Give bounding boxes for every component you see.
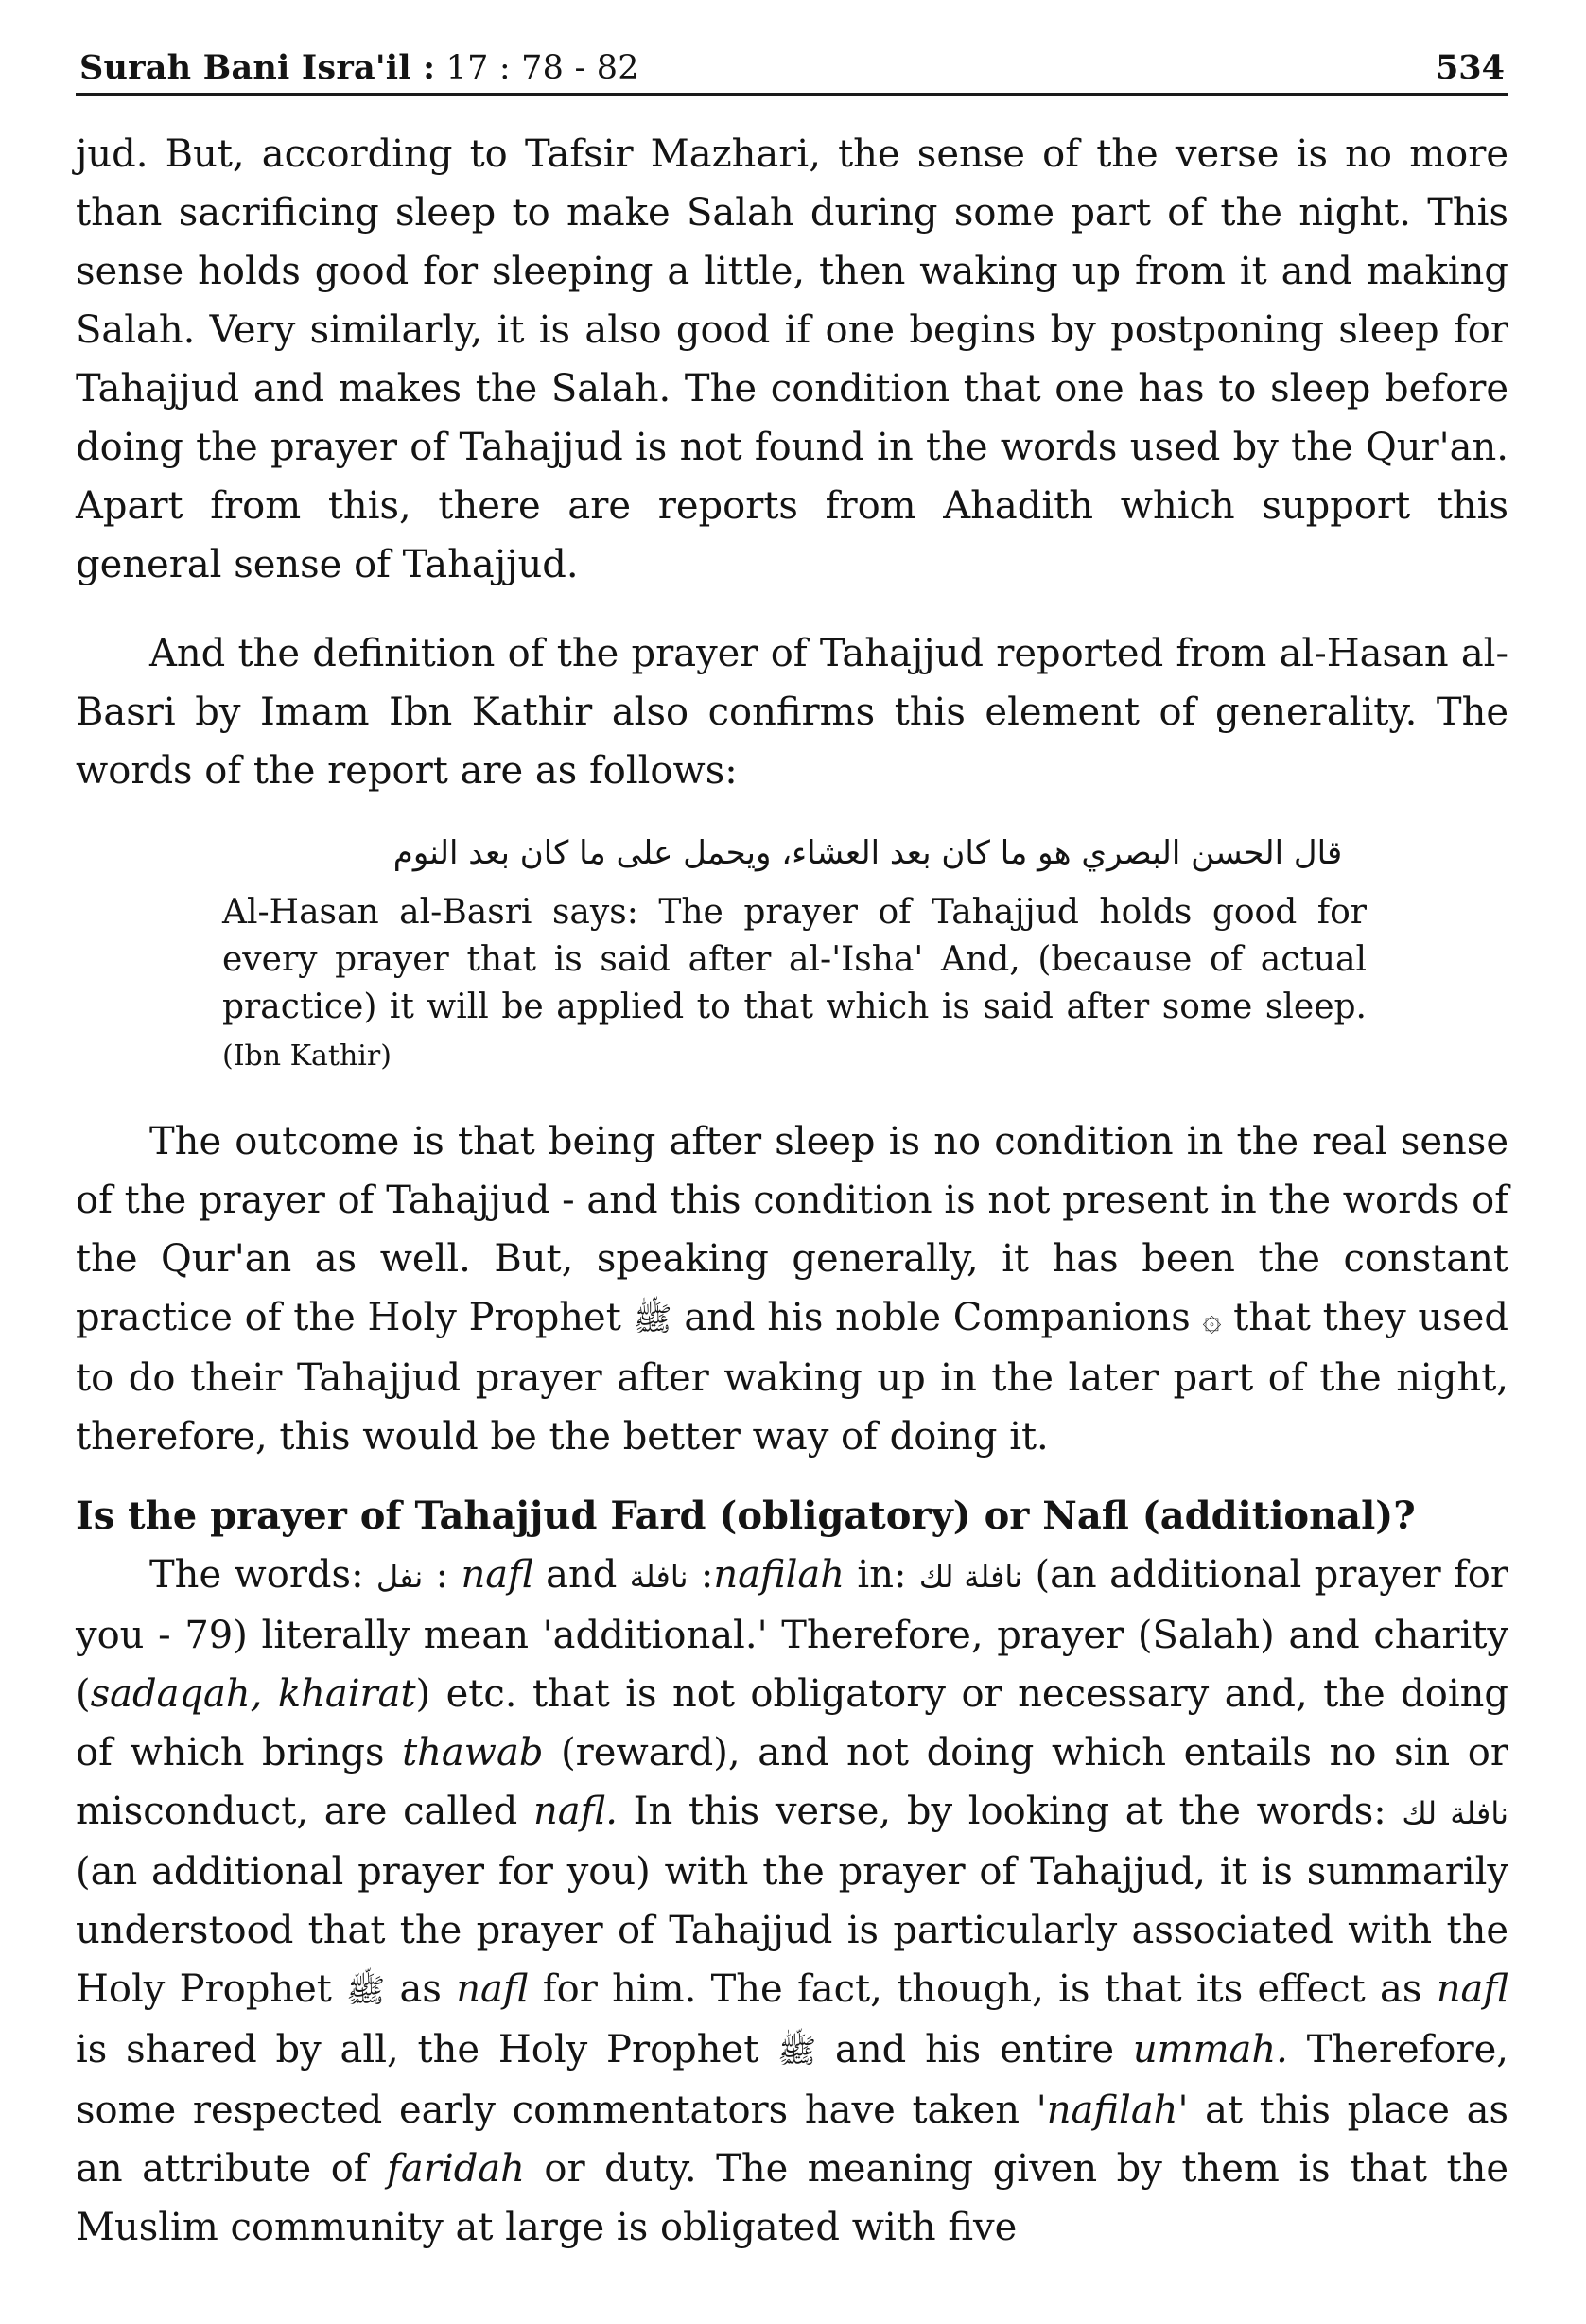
text-run: (an additional prayer for you - 79) literally mean 'additional.' Therefore, prayer (Salah) and charity (	[76, 1553, 1508, 1716]
arabic-quotation: قال الحسن البصري هو ما كان بعد العشاء، ويحمل على ما كان بعد النوم	[392, 834, 1343, 872]
paragraph	[76, 1112, 1508, 1466]
text-run: that they used to do their Tahajjud prayer after waking up in the later part of the night, therefore, this would be the better way of doing it.	[76, 1296, 1509, 1459]
italic-term: nafl.	[532, 1790, 618, 1833]
text-run: The outcome is that being after sleep is no condition in the real sense of the prayer of Tahajjud - and this condition is not present in the words of the Qur'an as well. But, speaking generally, it has been the constant practice of the Holy Prophet	[76, 1120, 1508, 1339]
text-run: and	[532, 1553, 630, 1597]
paragraph	[76, 1546, 1508, 2257]
quote-text: Al-Hasan al-Basri says: The prayer of Tahajjud holds good for every prayer that is said after al-'Isha' And, (because of actual practice) it will be applied to that which is said after some	[222, 893, 1367, 1026]
text-run: ) etc. that is not obligatory or necessary and, the doing of which brings	[76, 1672, 1508, 1774]
italic-term: nafl	[456, 1967, 529, 2011]
surah-title	[79, 48, 639, 87]
text-run: In this verse, by looking at the words:	[617, 1790, 1403, 1833]
document-page	[76, 38, 1508, 2257]
text-run: (an additional prayer for you) with the prayer of Tahajjud, it is summarily understood that the prayer of Tahajjud is particularly associated with the Holy Prophet	[76, 1850, 1508, 2011]
text-run: :	[688, 1553, 714, 1597]
text-run: for him. The fact, though, is that its effect as	[528, 1967, 1437, 2011]
verse-range: 17 : 78 - 82	[435, 49, 639, 87]
italic-term: faridah	[387, 2147, 525, 2191]
quote-text-end: sleep.	[1264, 987, 1367, 1026]
text-run: or duty. The meaning given by them is that the Muslim community at large is obligated with five	[76, 2147, 1509, 2249]
paragraph: And the definition of the prayer of Tahajjud reported from al-Hasan al-Basri by Imam Ibn Kathir also confirms this element of generality. The words of the report are as follows:	[76, 632, 1508, 793]
surah-name: Surah Bani Isra'il :	[79, 48, 436, 87]
quote-source: (Ibn Kathir)	[222, 1040, 392, 1073]
italic-term: thawab	[402, 1731, 544, 1774]
running-header	[76, 38, 1508, 96]
text-run: and his noble Companions	[671, 1296, 1203, 1339]
body-text	[76, 125, 1508, 2257]
italic-term: ummah.	[1132, 2028, 1288, 2071]
prophet-salutation-icon: ﷺ	[633, 1301, 672, 1338]
arabic-word: نافلة لك	[1402, 1795, 1509, 1831]
text-run: and his entire	[816, 2028, 1133, 2071]
page-number: 534	[1435, 48, 1505, 87]
italic-term: 'nafilah'	[1036, 2088, 1189, 2132]
text-run: :	[423, 1553, 462, 1597]
text-run: is shared by all, the Holy Prophet	[76, 2028, 778, 2071]
text-run: (reward), and not doing which entails no sin or misconduct, are called	[76, 1731, 1509, 1833]
arabic-word: نفل	[375, 1559, 424, 1595]
quote-translation	[222, 889, 1367, 1080]
arabic-word: نافلة	[629, 1559, 688, 1595]
arabic-word: نافلة لك	[918, 1559, 1023, 1595]
italic-term: nafilah	[713, 1553, 845, 1597]
italic-term: sadaqah, khairat	[90, 1672, 416, 1716]
italic-term: nafl	[1436, 1967, 1509, 2011]
text-run: as	[385, 1967, 457, 2011]
italic-term: nafl	[461, 1553, 533, 1597]
text-run: at this place as an attribute of	[76, 2088, 1508, 2191]
prophet-salutation-icon: ﷺ	[777, 2033, 817, 2071]
prophet-salutation-icon: ﷺ	[346, 1972, 386, 2010]
text-run: The words:	[149, 1553, 376, 1597]
text-run: in:	[845, 1553, 919, 1597]
companions-salutation-icon: ۞	[1202, 1301, 1222, 1338]
paragraph: jud. But, according to Tafsir Mazhari, the sense of the verse is no more than sacrificing sleep to make Salah during some part of the night. This sense holds good for sleeping a little, then waking up from it and making Salah. Very similarly, it is also good if one begins by postponing sleep for Tahajjud and makes the Salah. The condition that one has to sleep before doing the prayer of Tahajjud is not found in the words used by the Qur'an. Apart from this, there are reports from Ahadith which support this general sense of Tahajjud.	[76, 132, 1508, 586]
section-heading: Is the prayer of Tahajjud Fard (obligatory) or Nafl (additional)?	[76, 1494, 1416, 1538]
text-run: Therefore, some respected early commentators have taken	[76, 2028, 1509, 2132]
